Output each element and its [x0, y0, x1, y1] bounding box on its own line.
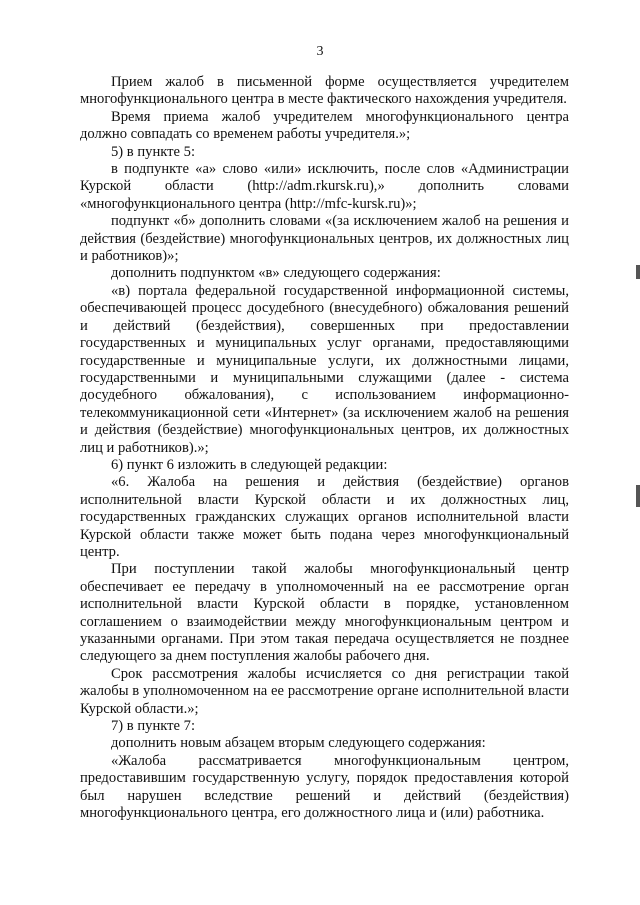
paragraph: «6. Жалоба на решения и действия (бездействие) органов исполнительной власти Курской области и их должностных лиц, государственных гражданских служащих органов исполнительной власти Курской области также может быть подана через многофункциональный центр.	[80, 474, 569, 560]
scan-edge-mark	[636, 265, 640, 279]
paragraph: дополнить подпунктом «в» следующего содержания:	[111, 265, 441, 282]
paragraph: 6) пункт 6 изложить в следующей редакции:	[111, 456, 388, 473]
paragraph: 7) в пункте 7:	[111, 718, 196, 735]
paragraph: дополнить новым абзацем вторым следующего содержания:	[111, 735, 486, 752]
paragraph: Время приема жалоб учредителем многофункционального центра должно совпадать со временем работы учредителя.»;	[80, 108, 569, 143]
paragraph: Прием жалоб в письменной форме осуществляется учредителем многофункционального центра в месте фактического нахождения учредителя.	[80, 74, 569, 108]
paragraph: в подпункте «а» слово «или» исключить, после слов «Администрации Курской области (http://adm.rkursk.ru),» дополнить словами «многофункционального центра (http://mfc-kursk.ru)»;	[80, 161, 569, 212]
scan-edge-mark	[636, 485, 640, 507]
paragraph: Срок рассмотрения жалобы исчисляется со дня регистрации такой жалобы в уполномоченном на ее рассмотрение органе исполнительной власти Курской области.»;	[80, 665, 569, 717]
paragraph: При поступлении такой жалобы многофункциональный центр обеспечивает ее передачу в уполномоченный на ее рассмотрение орган исполнительной власти Курской области в порядке, установленном соглашением о взаимодействии между многофункциональным центром и указанными органами. При этом такая передача осуществляется не позднее следующего за днем поступления жалобы рабочего дня.	[80, 561, 569, 665]
document-body	[80, 74, 569, 822]
paragraph: 5) в пункте 5:	[111, 143, 196, 160]
page-number: 3	[316, 44, 324, 59]
paragraph: «в) портала федеральной государственной информационной системы, обеспечивающей процесс досудебного (внесудебного) обжалования решений и действий (бездействия), совершенных при предоставлении государственных и муниципальных услуг органами, предоставляющими государственные и муниципальные услуги, их должностными лицами, государственными и муниципальными служащими (далее - система досудебного обжалования), с использованием информационно-телекоммуникационной сети «Интернет» (за исключением жалоб на решения и действия (бездействие) многофункциональных центров, их должностных лиц и работников).»;	[80, 282, 569, 456]
paragraph: подпункт «б» дополнить словами «(за исключением жалоб на решения и действия (бездействие) многофункциональных центров, их должностных лиц и работников)»;	[80, 213, 569, 265]
paragraph: «Жалоба рассматривается многофункциональным центром, предоставившим государственную услугу, порядок предоставления которой был нарушен вследствие решений и действий (бездействия) многофункционального центра, его должностного лица и (или) работника.	[80, 752, 569, 822]
